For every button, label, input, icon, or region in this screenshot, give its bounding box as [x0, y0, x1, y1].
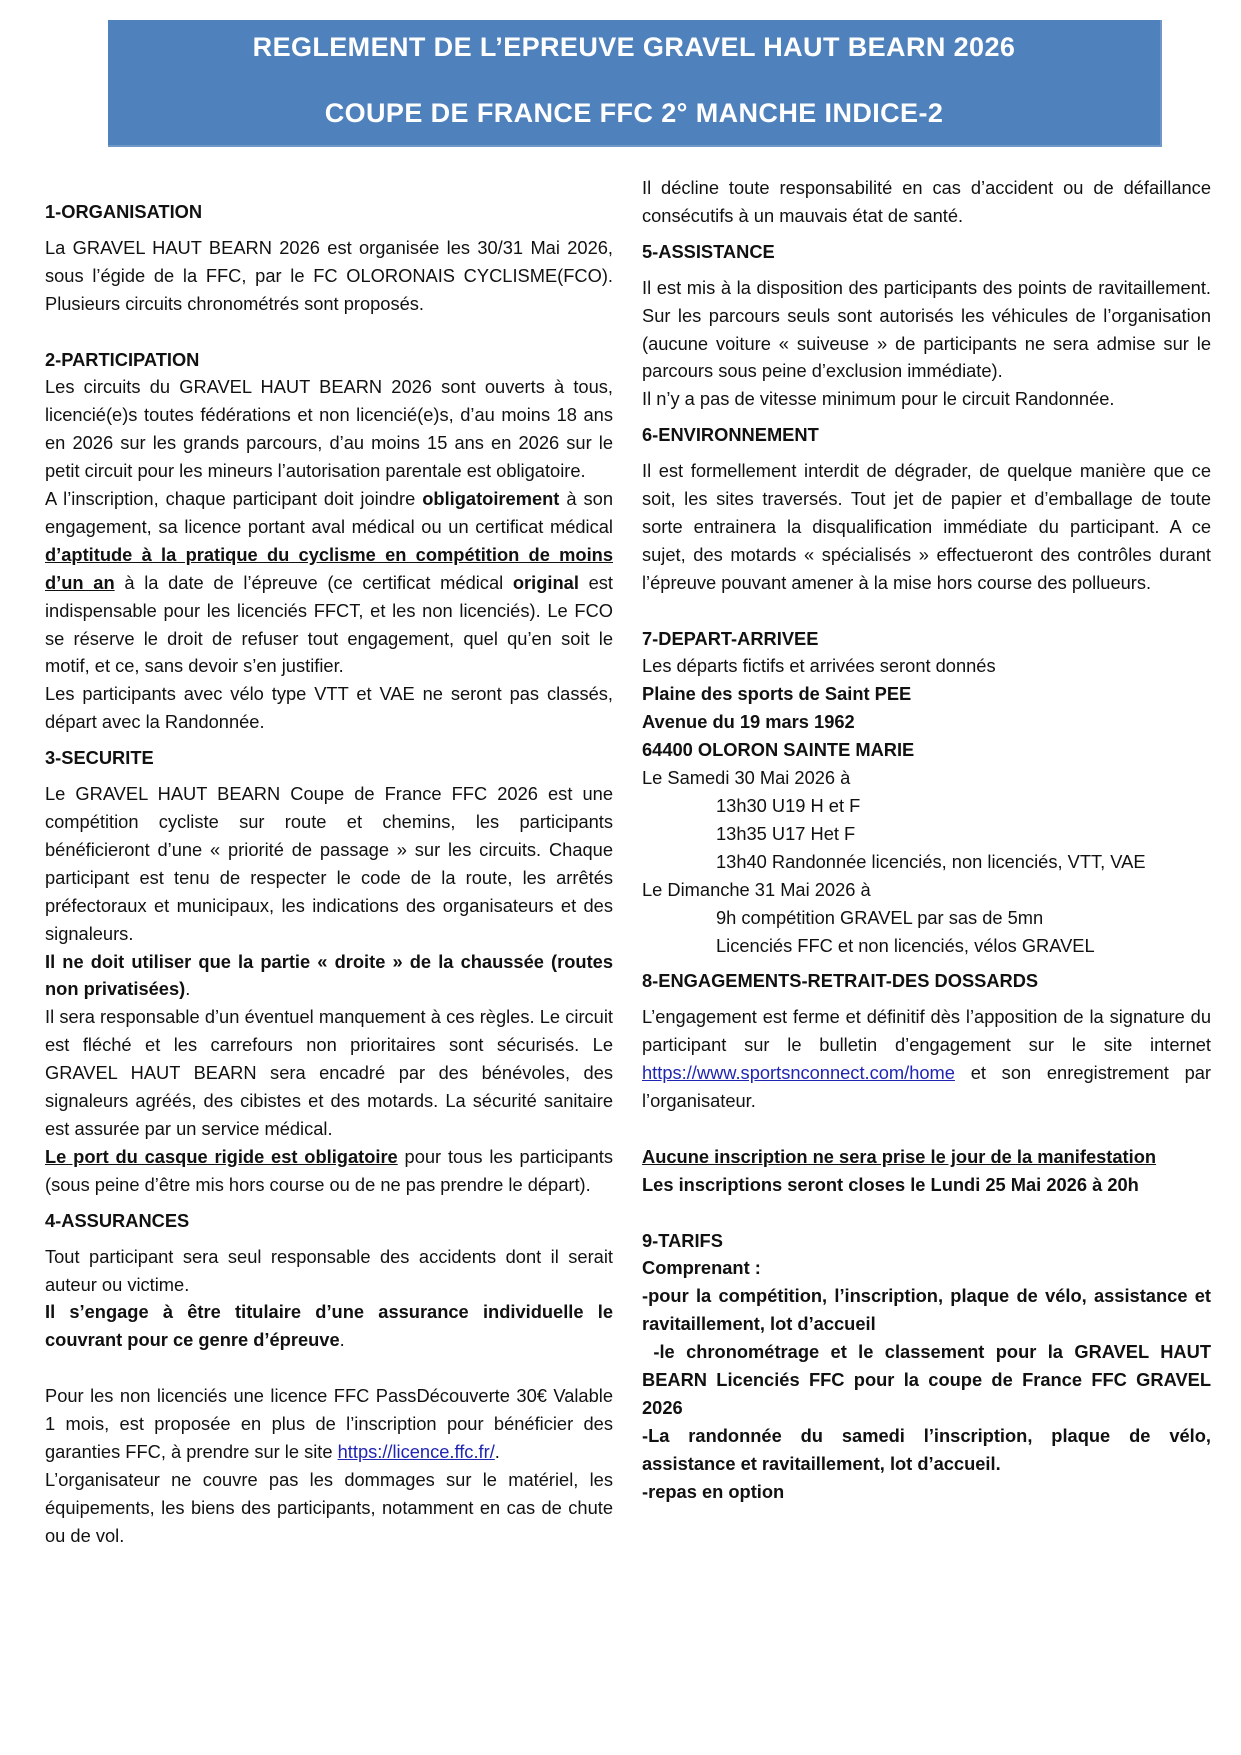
paragraph [45, 1298, 613, 1354]
paragraph [45, 948, 613, 1004]
ffc-licence-link[interactable]: https://licence.ffc.fr/ [337, 1440, 495, 1462]
subheading: Comprenant : [642, 1257, 761, 1279]
section-participation [45, 346, 613, 737]
section-tarifs [642, 1227, 1217, 1506]
text: à son engagement, sa licence portant aval médical ou un certificat médical [45, 488, 613, 537]
address-line: 64400 OLORON SAINTE MARIE [642, 739, 915, 761]
paragraph: La GRAVEL HAUT BEARN 2026 est organisée les 30/31 Mai 2026, sous l’égide de la FFC, par le FC OLORONAIS CYCLISME(FCO). Plusieurs circuits chronométrés sont proposés. [45, 236, 613, 314]
address-line: Plaine des sports de Saint PEE [642, 683, 912, 705]
section-heading: 5-ASSISTANCE [642, 240, 775, 262]
paragraph: Les circuits du GRAVEL HAUT BEARN 2026 sont ouverts à tous, licencié(e)s toutes fédérations et non licencié(e)s, d’au moins 18 ans en 2026 sur les grands parcours, d’au moins 15 ans en 2026 sur le petit circuit pour les mineurs l’autorisation parentale est obligatoire. [45, 376, 613, 482]
text: . [494, 1440, 500, 1462]
schedule-day: Le Dimanche 31 Mai 2026 à [642, 878, 871, 900]
tarif-item: -pour la compétition, l’inscription, plaque de vélo, assistance et ravitaillement, lot d’accueil [642, 1285, 1211, 1335]
section-environnement [642, 421, 1211, 596]
text: L’engagement est ferme et définitif dès l’apposition de la signature du participant sur le bulletin d’engagement sur le site internet [642, 1006, 1211, 1056]
tarif-item: -La randonnée du samedi l’inscription, plaque de vélo, assistance et ravitaillement, lot d’accueil. [642, 1424, 1211, 1474]
paragraph: Il sera responsable d’un éventuel manquement à ces règles. Le circuit est fléché et les carrefours non prioritaires sont sécurisés. Le GRAVEL HAUT BEARN sera encadré par des bénévoles, des signaleurs agréés, des cibistes et des motards. La sécurité sanitaire est assurée par un service médical. [45, 1006, 613, 1139]
emphasis-underlined: Le port du casque rigide est obligatoire [45, 1145, 398, 1167]
right-column [642, 174, 1217, 1506]
text: . [339, 1329, 345, 1351]
text: Pour les non licenciés une licence FFC PassDécouverte 30€ Valable 1 mois, est proposée en plus de l’inscription pour bénéficier des garanties FFC, à prendre sur le site [45, 1385, 613, 1462]
section-heading: 8-ENGAGEMENTS-RETRAIT-DES DOSSARDS [642, 970, 1039, 992]
title-banner [108, 20, 1162, 147]
text: pour tous les participants (sous peine d’être mis hors course ou de ne pas prendre le départ). [45, 1145, 613, 1195]
paragraph: Il n’y a pas de vitesse minimum pour le circuit Randonnée. [642, 388, 1115, 410]
section-assurances [45, 1207, 613, 1550]
address-line: Avenue du 19 mars 1962 [642, 711, 855, 733]
notice-underlined: Aucune inscription ne sera prise le jour de la manifestation [642, 1145, 1157, 1167]
paragraph [45, 485, 613, 680]
paragraph [45, 1143, 613, 1199]
section-heading: 6-ENVIRONNEMENT [642, 424, 819, 446]
document-subtitle: COUPE DE FRANCE FFC 2° MANCHE INDICE-2 [324, 98, 944, 128]
paragraph: Il décline toute responsabilité en cas d’accident ou de défaillance consécutifs à un mauvais état de santé. [642, 177, 1211, 226]
section-organisation [45, 198, 613, 318]
paragraph: Il est formellement interdit de dégrader, de quelque manière que ce soit, les sites traversés. Tout jet de papier et d’emballage de toute sorte entrainera la disqualification immédiate du participant. A ce sujet, des motards « spécialisés » effectueront des contrôles durant l’épreuve pouvant amener à la mise hors course des pollueurs. [642, 460, 1211, 593]
notice [642, 1143, 1211, 1171]
text: et son enregistrement par l’organisateur. [642, 1062, 1211, 1112]
paragraph [45, 1382, 613, 1466]
section-engagements [642, 967, 1211, 1198]
emphasis: Il ne doit utiliser que la partie « droite » de la chaussée (routes non privatisées) [45, 950, 613, 1000]
paragraph: Le GRAVEL HAUT BEARN Coupe de France FFC 2026 est une compétition cycliste sur route et chemins, les participants bénéficieront d’une « priorité de passage » sur les circuits. Chaque participant est tenu de respecter le code de la route, les arrêtés préfectoraux et municipaux, les indications des organisateurs et des signaleurs. [45, 783, 613, 944]
section-heading: 4-ASSURANCES [45, 1209, 190, 1231]
section-heading: 7-DEPART-ARRIVEE [642, 627, 819, 649]
paragraph: L’organisateur ne couvre pas les dommages sur le matériel, les équipements, les biens des participants, notamment en cas de chute ou de vol. [45, 1468, 613, 1546]
schedule-item: Licenciés FFC et non licenciés, vélos GRAVEL [716, 934, 1095, 956]
schedule-item: 13h30 U19 H et F [716, 795, 861, 817]
paragraph: Les participants avec vélo type VTT et VAE ne seront pas classés, départ avec la Randonnée. [45, 683, 613, 733]
paragraph: Les départs fictifs et arrivées seront donnés [642, 655, 996, 677]
emphasis: original [512, 571, 579, 593]
tarif-item: -repas en option [642, 1480, 785, 1502]
text: . [185, 978, 191, 1000]
paragraph: Tout participant sera seul responsable des accidents dont il serait auteur ou victime. [45, 1245, 613, 1295]
text: A l’inscription, chaque participant doit joindre [45, 488, 423, 510]
emphasis-underlined: d’aptitude à la pratique du cyclisme en compétition de moins d’un an [45, 543, 613, 593]
section-depart-arrivee [642, 625, 1211, 960]
document-title: REGLEMENT DE L’EPREUVE GRAVEL HAUT BEARN 2026 [252, 32, 1016, 62]
section-assistance [642, 238, 1211, 413]
left-column [45, 198, 613, 1550]
text: à la date de l’épreuve (ce certificat médical [114, 571, 513, 593]
section-heading: 3-SECURITE [45, 747, 154, 769]
schedule-item: 13h40 Randonnée licenciés, non licenciés, VTT, VAE [716, 850, 1146, 872]
notice: Les inscriptions seront closes le Lundi 25 Mai 2026 à 20h [642, 1173, 1139, 1195]
emphasis: Il s’engage à être titulaire d’une assurance individuelle le couvrant pour ce genre d’épreuve [45, 1301, 613, 1351]
emphasis: obligatoirement [422, 488, 560, 510]
paragraph: Il est mis à la disposition des participants des points de ravitaillement. Sur les parcours seuls sont autorisés les véhicules de l’organisation (aucune voiture « suiveuse » de participants ne sera admise sur le parcours sous peine d’exclusion immédiate). [642, 276, 1211, 382]
schedule-day: Le Samedi 30 Mai 2026 à [642, 767, 851, 789]
section-heading: 9-TARIFS [642, 1229, 723, 1251]
section-heading: 2-PARTICIPATION [45, 348, 200, 370]
tarif-item: -le chronométrage et le classement pour la GRAVEL HAUT BEARN Licenciés FFC pour la coupe de France FFC GRAVEL 2026 [642, 1341, 1217, 1419]
text: est indispensable pour les licenciés FFCT, et les non licenciés). Le FCO se réserve le droit de refuser tout engagement, quel qu’en soit le motif, et ce, sans devoir s’en justifier. [45, 571, 613, 677]
schedule-item: 9h compétition GRAVEL par sas de 5mn [716, 906, 1044, 928]
sportsnconnect-link[interactable]: https://www.sportsnconnect.com/home [642, 1062, 955, 1084]
paragraph [642, 1003, 1211, 1115]
section-securite [45, 744, 613, 1199]
schedule-item: 13h35 U17 Het F [716, 822, 856, 844]
section-heading: 1-ORGANISATION [45, 201, 203, 222]
